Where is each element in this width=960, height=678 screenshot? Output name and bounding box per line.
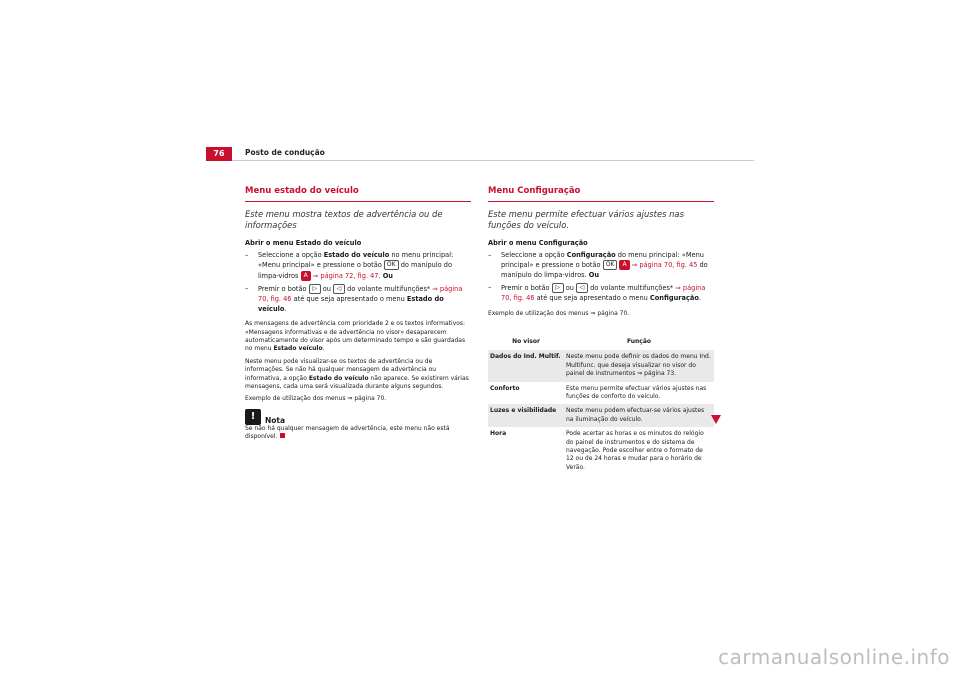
step-text: do volante multifunções* [588,284,676,293]
paragraph-bold: Estado veículo [273,345,323,353]
table-cell-key: Dados do Ind. Multif. [488,350,564,381]
page-reference-link[interactable]: ⇒ página 70, fig. 45 [631,261,698,270]
section-title-settings: Menu Configuração [488,186,714,202]
step-text: . [698,293,701,302]
paragraph [245,358,471,392]
table-header-display: No visor [512,337,540,345]
step-text: até que seja apresentado o menu [291,294,407,303]
ok-key-icon: OK [603,260,618,270]
paragraph [245,320,471,354]
ok-key-icon: OK [384,260,399,270]
table-row [488,382,714,405]
table-cell-value: Este menu permite efectuar vários ajustes nas funções de conforto do veículo. [566,384,707,400]
step-text: Seleccione a opção [258,250,324,259]
section-lead: Este menu permite efectuar vários ajustes nas funções do veículo. [488,209,684,230]
table-row [488,350,714,381]
step-text: . [284,304,287,313]
paragraph: Exemplo de utilização dos menus ⇒ página 70. [245,395,387,403]
paragraph-bold: Estado do veículo [308,374,369,382]
table-header-function: Função [626,337,652,345]
step-2 [245,284,471,314]
table-cell-value: Pode acertar as horas e os minutos do relógio do painel de instrumentos e do sistema de navegação. Pode escolher entre o formato de 12 ou de 24 horas e mudar para o horário de Verão. [566,430,704,471]
a-key-icon: A [619,260,629,270]
next-page-arrow-icon [711,415,721,424]
note-text [245,425,471,442]
step-dash: – [245,250,249,259]
header-divider [232,160,754,161]
table-cell-value: Neste menu podem efectuar-se vários ajustes na iluminação do veículo. [564,404,714,427]
right-arrow-key-icon: ▷ [309,284,321,294]
table-cell-key: Luzes e visibilidade [488,404,564,427]
note-exclamation-icon: ! [245,409,261,425]
step-dash: – [245,284,249,293]
step-text: Premir o botão [501,284,552,293]
a-key-icon: A [301,271,311,281]
procedure-title: Abrir o menu Configuração [488,239,588,247]
note-label: Nota [265,415,286,425]
section-title-vehicle-status: Menu estado do veículo [245,186,471,202]
table-row [488,427,714,475]
step-bold: Estado do veículo [258,294,444,313]
step-bold: Estado do veículo [323,250,390,259]
right-column [488,186,714,475]
step-text: Premir o botão [258,285,309,294]
page-reference-link[interactable]: ⇒ página 70, fig. 46 [258,285,463,303]
step-text: do menu principal: «Menu principal» e pressione o botão [501,250,704,270]
settings-menu-table [488,336,714,475]
step-text: no menu principal: «Menu principal» e pressione o botão [258,250,454,270]
step-text: Seleccione a opção [501,250,567,259]
note-body: Se não há qualquer mensagem de advertência, este menu não está disponível. [245,424,450,441]
step-text: até que seja apresentado o menu [534,293,650,302]
step-bold: Configuração [649,293,699,302]
page-reference-link[interactable]: ⇒ página 70, fig. 46 [501,284,706,302]
table-cell-key: Conforto [490,384,520,392]
page-number: 76 [206,147,232,161]
section-lead: Este menu mostra textos de advertência ou de informações [245,209,443,230]
step-bold: Configuração [566,250,616,259]
step-or: Ou [382,271,393,280]
right-arrow-key-icon: ▷ [552,283,564,293]
step-or: Ou [588,270,600,279]
table-cell-value: Neste menu pode definir os dados do menu Ind. Multifunc. que deseja visualizar no visor do painel de instrumentos ⇒ página 73. [564,350,714,381]
body-text [245,320,471,404]
section-end-icon [280,433,285,438]
table-cell-key: Hora [490,430,507,438]
example-text: Exemplo de utilização dos menus ⇒ página 70. [488,309,630,317]
chapter-title: Posto de condução [245,148,325,157]
procedure-title: Abrir o menu Estado do veículo [245,239,362,247]
step-2 [488,283,714,303]
note-header [245,409,471,425]
paragraph-text: . [322,345,325,353]
step-1 [488,251,714,281]
step-text: do volante multifunções* [345,285,433,294]
page-reference-link[interactable]: ⇒ página 72, fig. 47 [312,271,379,280]
step-text: ou [563,284,577,293]
left-arrow-key-icon: ◁ [576,283,588,293]
step-text: do manípulo do limpa-vidros [258,261,453,280]
paragraph-text: Neste menu pode visualizar-se os textos de advertência ou de informações. Se não há qualquer mensagem de advertência ou informativa, a opção [245,357,437,382]
step-text: . [378,271,383,280]
step-1 [245,251,471,282]
step-text: ou [320,285,334,294]
watermark: carmanualsonline.info [718,645,950,669]
step-dash: – [488,283,492,292]
left-column [245,186,471,442]
table-row [488,404,714,427]
left-arrow-key-icon: ◁ [333,284,345,294]
paragraph-text: As mensagens de advertência com prioridade 2 e os textos informativos: «Mensagens informativas e de advertência no visor» desaparecem automaticamente do visor após um determinado tempo e são guardadas no menu [245,320,466,353]
paragraph-text: não aparece. Se existirem várias mensagens, cada uma será visualizada durante alguns segundos. [245,374,469,390]
table-header-row [488,336,714,350]
step-text: do manípulo do limpa-vidros. [501,261,708,279]
step-dash: – [488,250,492,259]
